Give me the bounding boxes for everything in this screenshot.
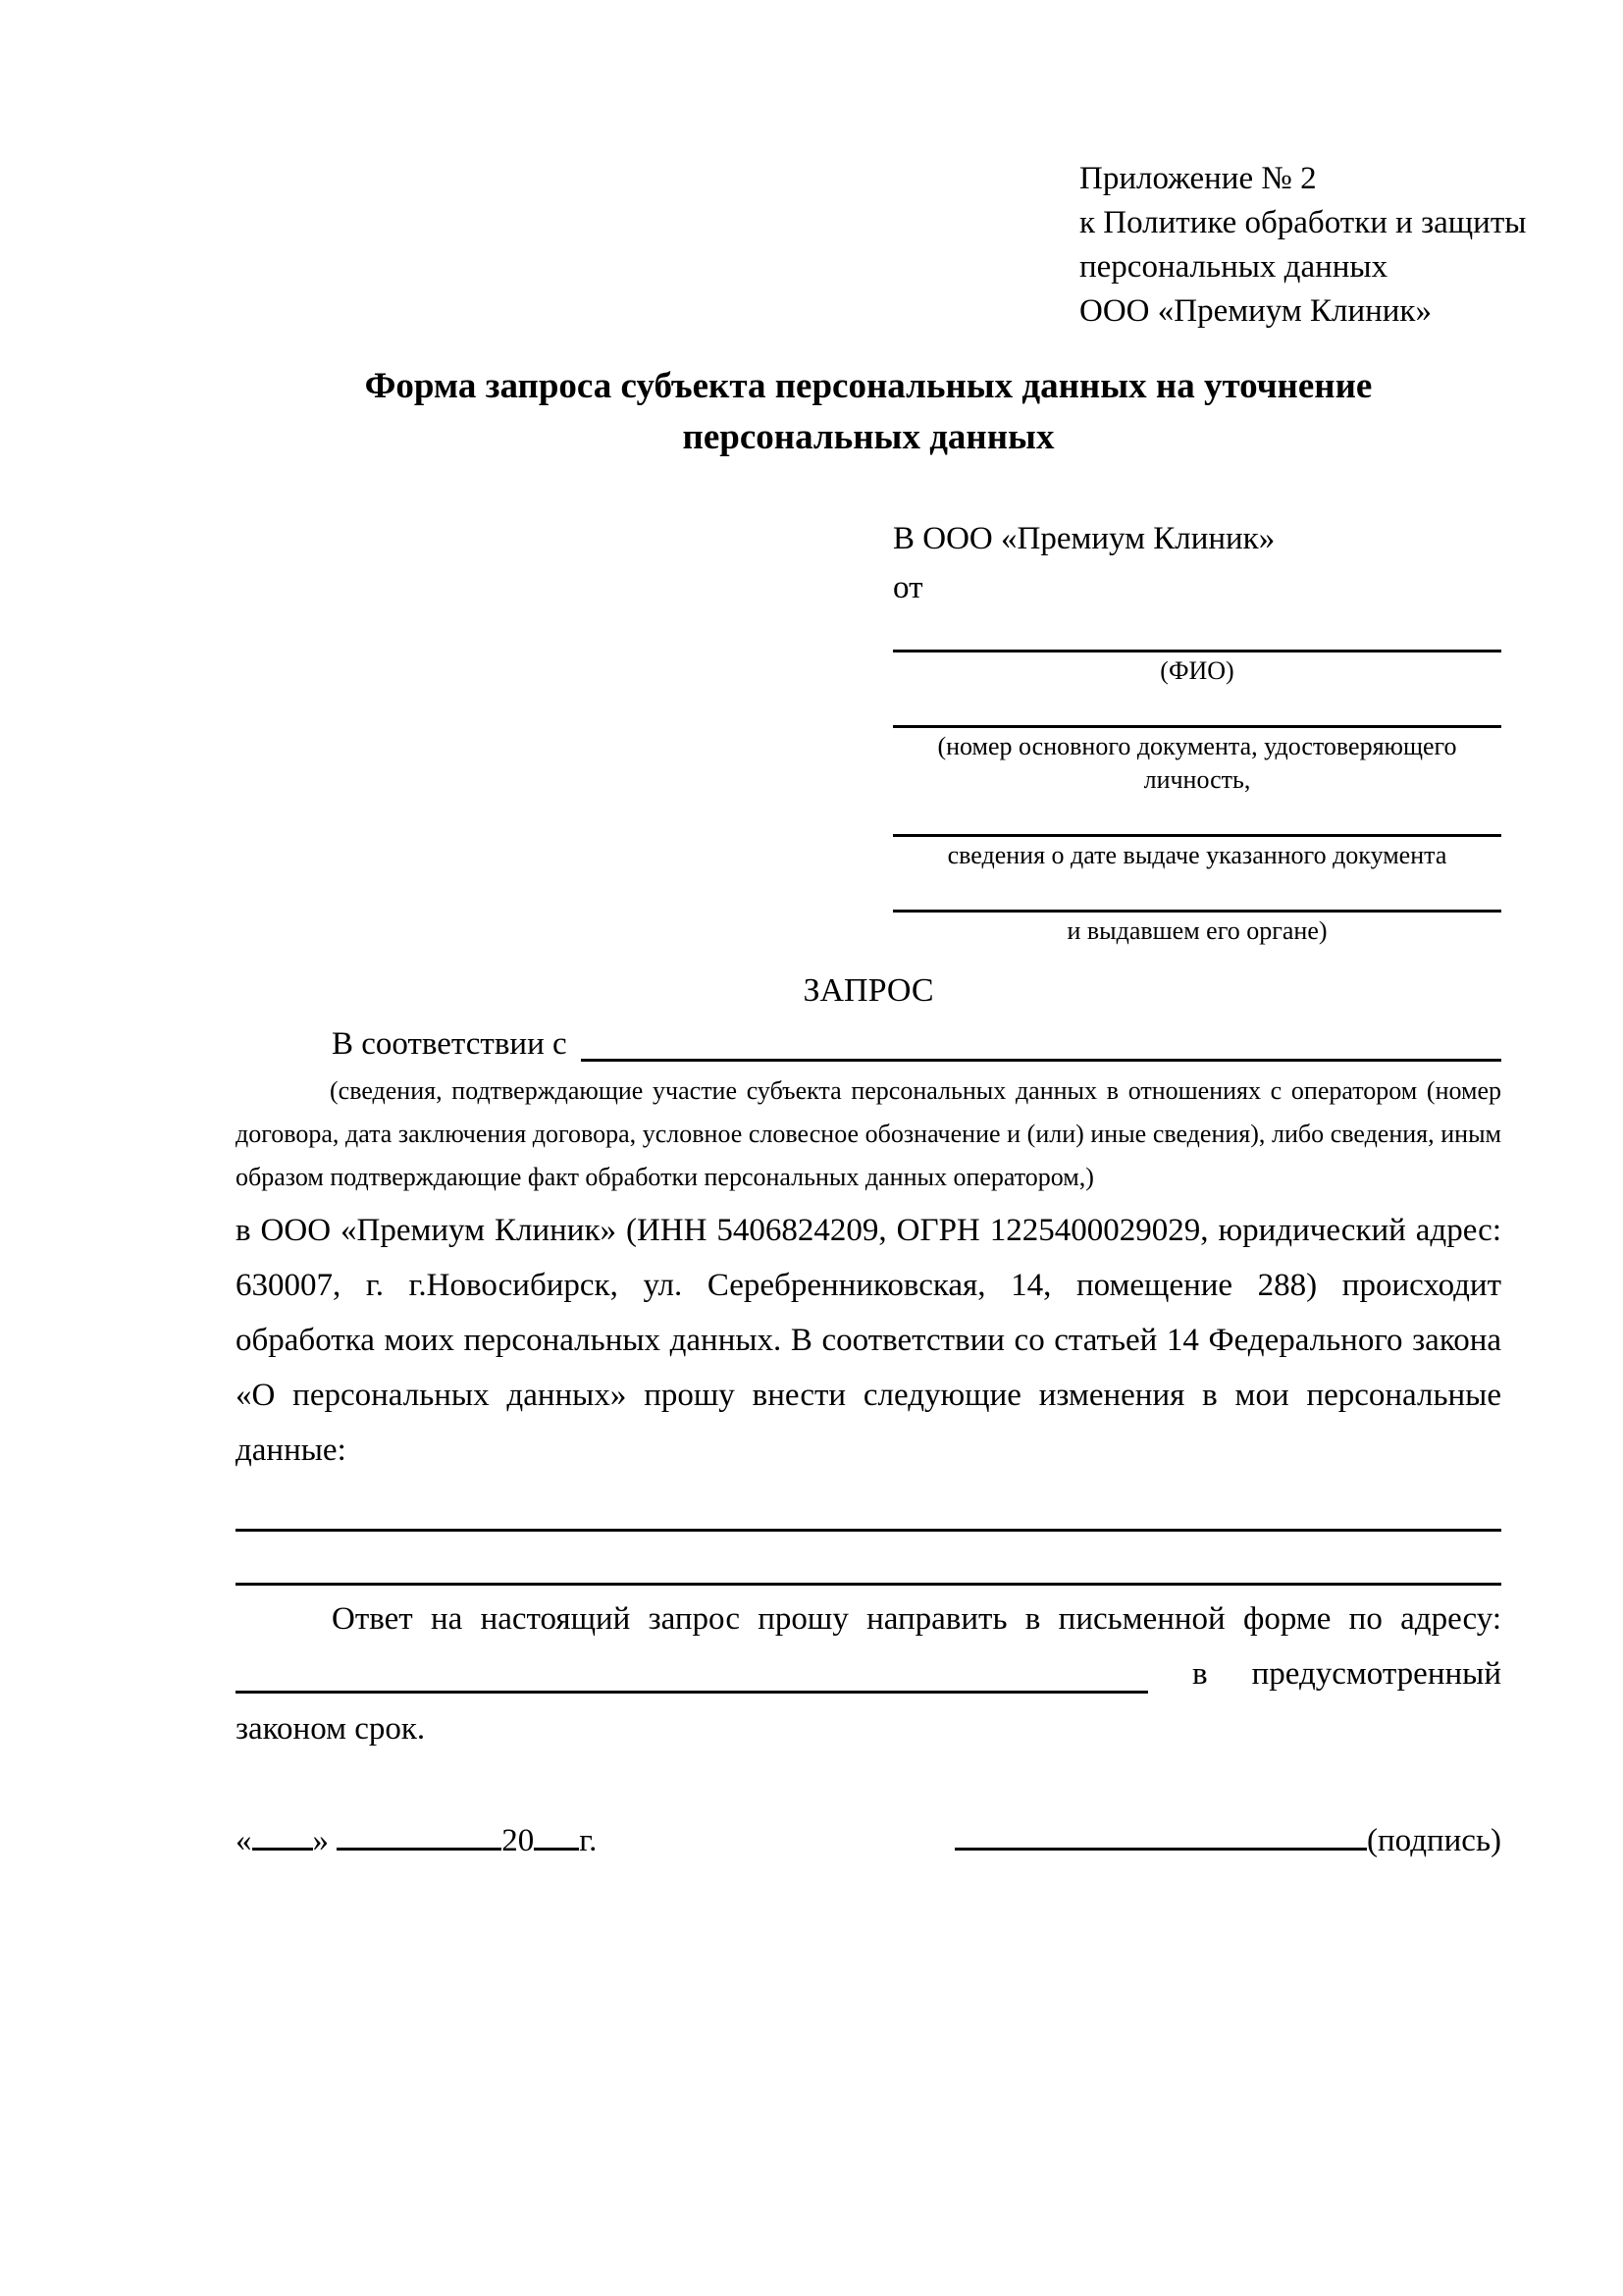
blank-line <box>337 1848 501 1851</box>
blank-line <box>893 797 1501 837</box>
document-title-line: персональных данных <box>682 417 1055 457</box>
blank-line <box>534 1848 579 1851</box>
quote-open: « <box>236 1823 252 1858</box>
document-number-field <box>893 688 1501 797</box>
request-heading: ЗАПРОС <box>803 972 934 1009</box>
reply-inline-word: предусмотренный <box>1251 1656 1501 1692</box>
intro-row <box>236 1018 1501 1070</box>
signature-label: (подпись) <box>1367 1823 1501 1858</box>
issuing-authority-field <box>893 872 1501 948</box>
addressee-block <box>893 514 1501 948</box>
year-prefix: 20 <box>501 1823 535 1858</box>
footer-row <box>236 1813 1501 1868</box>
request-body: в ООО «Премиум Клиник» (ИНН 5406824209, ОГРН 1225400029029, юридический адрес: 630007, г. г.Новосибирск, ул. Серебренниковская, 14, помещение 288) происходит обработка моих персональных данных. В соответствии со статьей 14 Федерального закона «О персональных данных» прошу внести следующие изменения в мои персональные данные: <box>236 1213 1501 1468</box>
field-caption: и выдавшем его органе) <box>1067 916 1328 945</box>
addressee-from-label: от <box>893 570 923 605</box>
field-caption: сведения о дате выдаче указанного документа <box>947 841 1447 869</box>
fio-field <box>893 612 1501 688</box>
intro-note: (сведения, подтверждающие участие субъекта персональных данных в отношениях с оператором (номер договора, дата заключения договора, условное словесное обозначение и (или) иные сведения), либо сведения, иным образом подтверждающие факт обработки персональных данных оператором,) <box>236 1076 1501 1191</box>
field-caption: (ФИО) <box>1160 656 1234 685</box>
intro-prefix: В соответствии с <box>332 1026 567 1062</box>
appendix-header <box>1079 157 1527 334</box>
appendix-line: ООО «Премиум Клиник» <box>1079 293 1432 329</box>
field-caption: (номер основного документа, удостоверяющего личность, <box>937 732 1457 794</box>
addressee-to: В ООО «Премиум Клиник» <box>893 521 1276 556</box>
year-suffix: г. <box>579 1823 598 1858</box>
signature-group <box>955 1813 1501 1868</box>
appendix-line: персональных данных <box>1079 249 1388 285</box>
signature-line <box>955 1848 1367 1851</box>
blank-line <box>252 1848 313 1851</box>
appendix-line: к Политике обработки и защиты <box>1079 205 1527 240</box>
reply-intro: Ответ на настоящий запрос прошу направить в письменной форме по адресу: <box>332 1601 1501 1637</box>
blank-line <box>893 688 1501 728</box>
blank-line <box>236 1478 1501 1532</box>
date-group <box>236 1813 597 1868</box>
document-title <box>236 361 1501 463</box>
reply-tail: законом срок. <box>236 1711 426 1747</box>
blank-line <box>236 1691 1148 1694</box>
blank-line <box>893 872 1501 913</box>
blank-line <box>236 1532 1501 1586</box>
page-content <box>236 157 1527 1868</box>
issue-date-field <box>893 797 1501 872</box>
reply-address-row <box>236 1646 1501 1701</box>
blank-line <box>581 1059 1501 1062</box>
quote-close: » <box>312 1823 329 1858</box>
reply-inline-word: в <box>1192 1656 1208 1692</box>
blank-line <box>893 612 1501 652</box>
document-title-line: Форма запроса субъекта персональных данных на уточнение <box>364 366 1373 406</box>
appendix-line: Приложение № 2 <box>1079 161 1317 196</box>
